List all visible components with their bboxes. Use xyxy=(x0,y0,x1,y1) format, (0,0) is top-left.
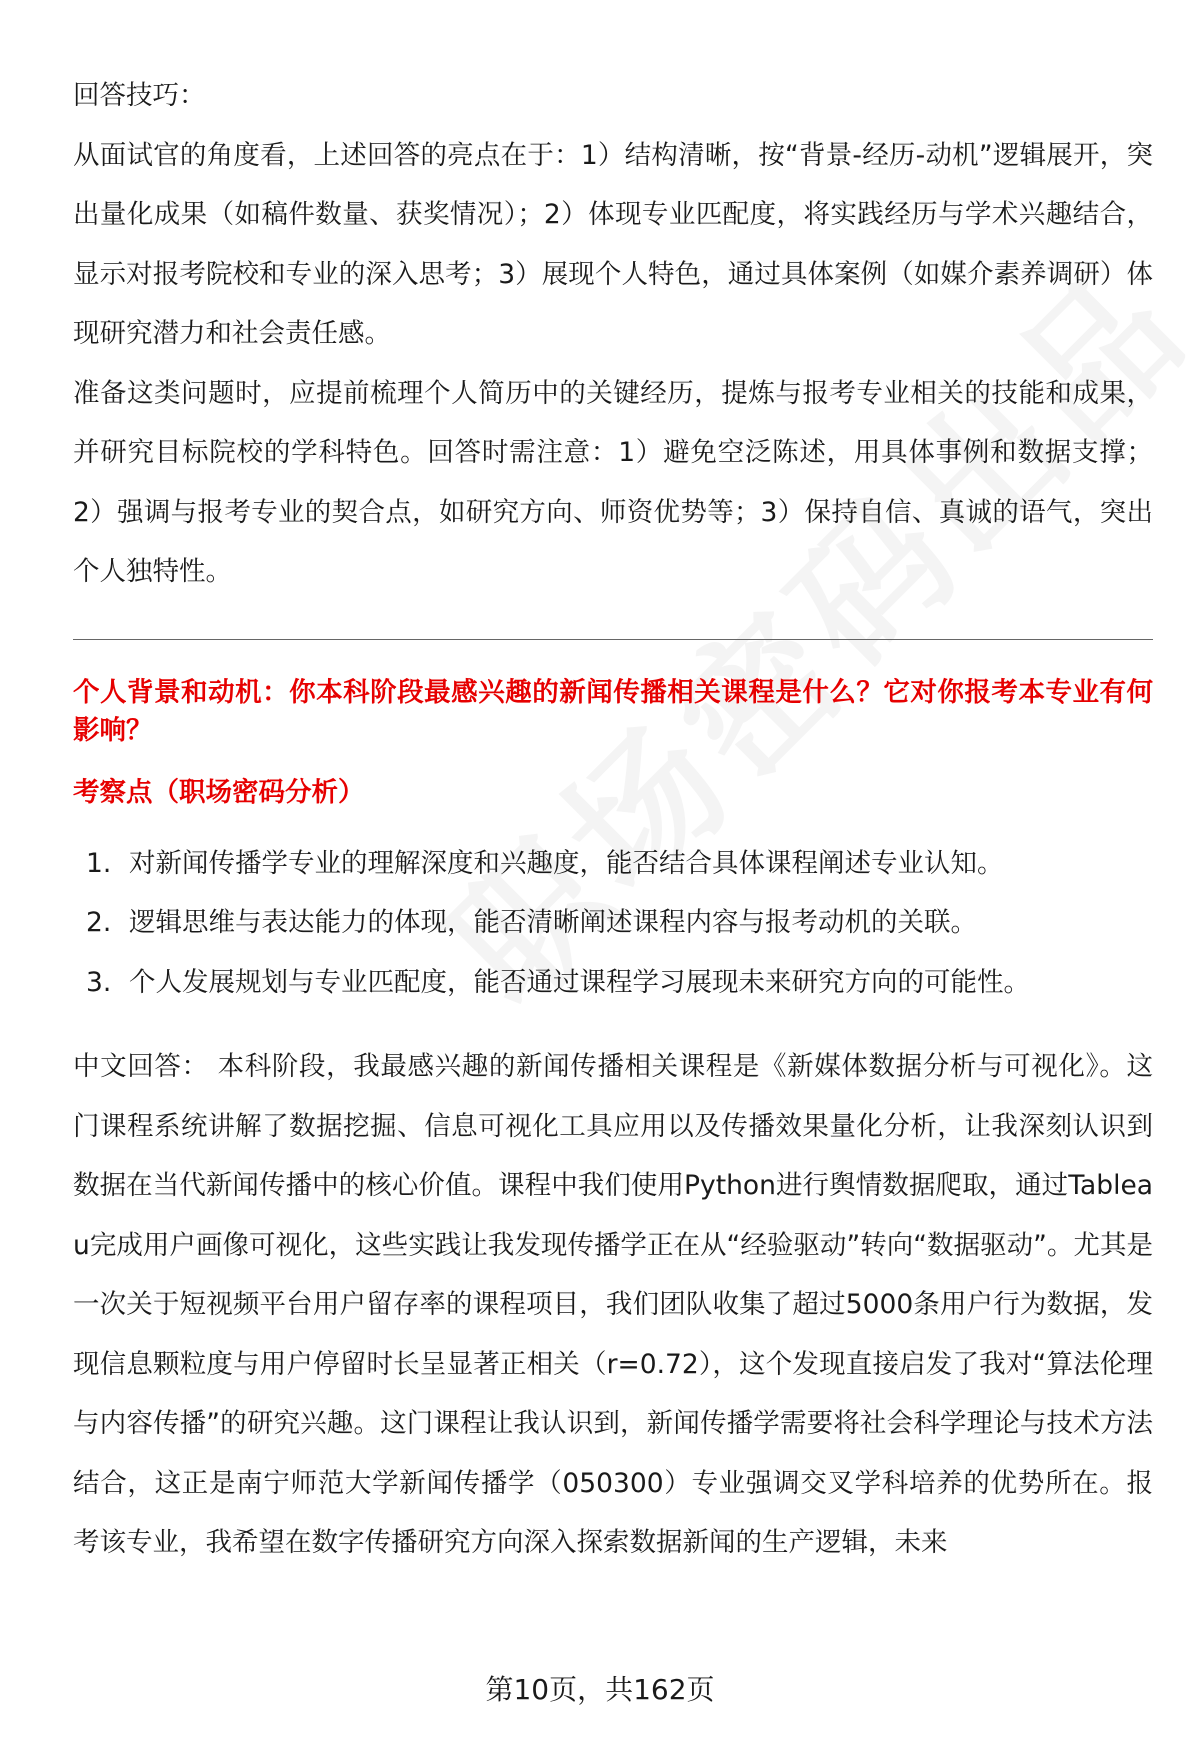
assessment-points-list xyxy=(73,834,1153,1013)
list-item-number: 1. xyxy=(86,847,112,879)
list-item-number: 2. xyxy=(86,907,112,938)
tips-paragraph-2: 准备这类问题时，应提前梳理个人简历中的关键经历，提炼与报考专业相关的技能和成果，并研究目标院校的学科特色。回答时需注意：1）避免空泛陈述，用具体事例和数据支撑；2）强调与报考专业的契合点，如研究方向、师资优势等；3）保持自信、真诚的语气，突出个人独特性。 xyxy=(73,377,1153,587)
answer-paragraph: 中文回答： 本科阶段，我最感兴趣的新闻传播相关课程是《新媒体数据分析与可视化》。这门课程系统讲解了数据挖掘、信息可视化工具应用以及传播效果量化分析，让我深刻认识到数据在当代新闻传播中的核心价值。课程中我们使用Python进行舆情数据爬取，通过Tableau完成用户画像可视化，这些实践让我发现传播学正在从“经验驱动”转向“数据驱动”。尤其是一次关于短视频平台用户留存率的课程项目，我们团队收集了超过5000条用户行为数据，发现信息颗粒度与用户停留时长呈显著正相关（r=0.72），这个发现直接启发了我对“算法伦理与内容传播”的研究兴趣。这门课程让我认识到，新闻传播学需要将社会科学理论与技术方法结合，这正是南宁师范大学新闻传播学（050300）专业强调交叉学科培养的优势所在。报考该专业，我希望在数字传播研究方向深入探索数据新闻的生产逻辑，未来 xyxy=(73,1051,1153,1558)
list-item-text: 个人发展规划与专业匹配度，能否通过课程学习展现未来研究方向的可能性。 xyxy=(129,966,1030,998)
list-item xyxy=(86,893,1153,953)
question-subheading: 考察点（职场密码分析） xyxy=(73,776,365,808)
tips-paragraph-1: 从面试官的角度看，上述回答的亮点在于：1）结构清晰，按“背景-经历-动机”逻辑展开，突出量化成果（如稿件数量、获奖情况）；2）体现专业匹配度，将实践经历与学术兴趣结合，显示对报考院校和专业的深入思考；3）展现个人特色，通过具体案例（如媒介素养调研）体现研究潜力和社会责任感。 xyxy=(73,139,1153,349)
tips-heading: 回答技巧： xyxy=(73,80,206,111)
list-item xyxy=(86,953,1153,1013)
list-item-text: 对新闻传播学专业的理解深度和兴趣度，能否结合具体课程阐述专业认知。 xyxy=(129,847,1004,879)
page-number: 第10页，共162页 xyxy=(485,1673,715,1706)
list-item-number: 3. xyxy=(86,966,112,998)
list-item-text: 逻辑思维与表达能力的体现，能否清晰阐述课程内容与报考动机的关联。 xyxy=(129,907,977,938)
question-title: 个人背景和动机：你本科阶段最感兴趣的新闻传播相关课程是什么？它对你报考本专业有何影响？ xyxy=(73,676,1153,746)
section-divider xyxy=(73,639,1153,640)
list-item xyxy=(86,834,1153,894)
document-page xyxy=(73,66,1153,1573)
